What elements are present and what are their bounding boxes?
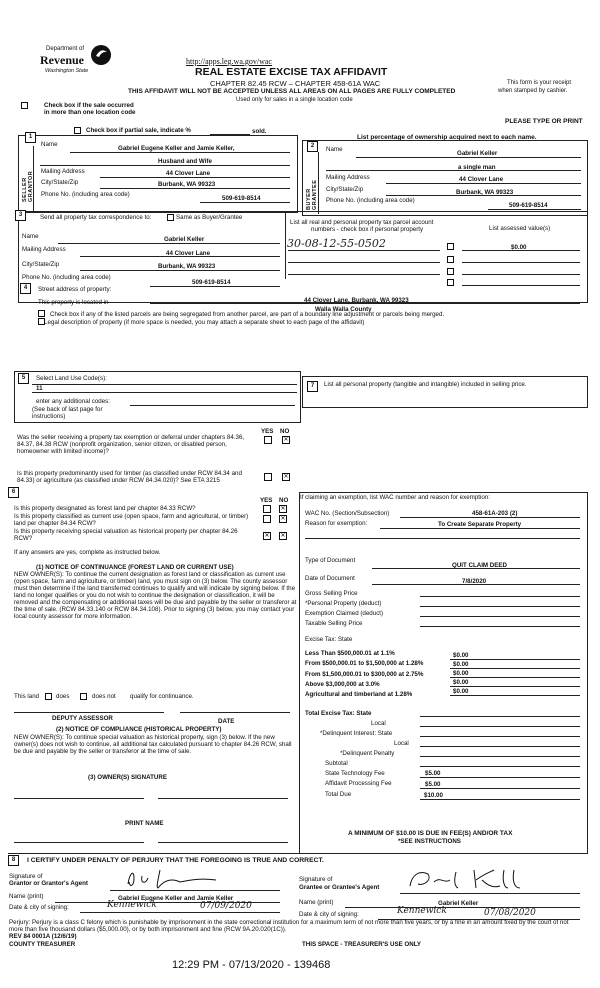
- type-or-print: PLEASE TYPE OR PRINT: [505, 118, 583, 125]
- timestamp-stamp: 12:29 PM - 07/13/2020 - 139468: [172, 959, 331, 971]
- land-use-code: 11: [36, 385, 43, 392]
- form-warning: THIS AFFIDAVIT WILL NOT BE ACCEPTED UNLESS ALL AREAS ON ALL PAGES ARE FULLY COMPLETED: [128, 88, 456, 95]
- notice2-body: NEW OWNER(S): To continue special valuation as historical property, sign (3) below. If the new owner(s) does not wish to continue, all additional tax calculated pursuant to chapter 84.26 RCW, shall be due and payable by the seller or transferor at the time of sale.: [14, 734, 292, 755]
- corr-city-label: City/State/Zip: [22, 261, 60, 268]
- excise-state-label: Excise Tax: State: [305, 636, 353, 643]
- section-5-number: 5: [18, 373, 29, 384]
- taxable-label: Taxable Selling Price: [305, 620, 363, 627]
- grantor-name: Gabriel Eugene Keller and Jamie Keller: [118, 895, 234, 902]
- s6-q1: Is this property designated as forest land per chapter 84.33 RCW?: [14, 505, 196, 512]
- receipt-note-2: when stamped by cashier.: [498, 88, 568, 94]
- doc-date: 7/8/2020: [462, 578, 487, 585]
- buyer-name2: a single man: [458, 164, 496, 171]
- form-used-only: Used only for sales in a single location code: [236, 97, 353, 103]
- grantee-sig-label-2: Grantee or Grantee's Agent: [299, 884, 380, 891]
- same-as-buyer-checkbox[interactable]: [167, 214, 174, 221]
- grantee-date-handwritten: 07/08/2020: [484, 908, 536, 918]
- land-does-not-label: does not: [92, 693, 116, 700]
- notice1-title: (1) NOTICE OF CONTINUANCE (FOREST LAND OR CURRENT USE): [36, 564, 234, 571]
- grantor-sig-label-1: Signature of: [9, 873, 43, 880]
- seller-name2: Husband and Wife: [158, 158, 212, 165]
- notice2-title: (2) NOTICE OF COMPLIANCE (HISTORICAL PROPERTY): [56, 726, 222, 733]
- grantor-name-label: Name (print): [9, 893, 44, 900]
- receipt-note-1: This form is your receipt: [507, 80, 572, 86]
- see-instructions: *SEE INSTRUCTIONS: [398, 838, 461, 845]
- grantor-sig-label-2: Grantor or Grantor's Agent: [9, 880, 88, 887]
- wac-number: 458-61A-203 (2): [472, 510, 518, 517]
- print-name-label: PRINT NAME: [125, 820, 164, 827]
- tax-row-value: $0.00: [453, 652, 469, 659]
- buyer-vertical-label: BUYER GRANTEE: [306, 179, 318, 210]
- county: Walla Walla County: [315, 306, 372, 313]
- section-4-number: 4: [20, 283, 31, 294]
- q2-yes-checkbox[interactable]: [264, 473, 272, 481]
- q1-yes-checkbox[interactable]: [264, 436, 272, 444]
- correspondence-label: Send all property tax correspondence to:: [40, 214, 152, 221]
- corr-mailing: 44 Clover Lane: [166, 250, 211, 257]
- s6-q3-no-checkbox[interactable]: ✕: [280, 533, 286, 539]
- s6-q2: Is this property classified as current use (open space, farm and agricultural, or timber) land per chapter 84.34 RCW?: [14, 513, 249, 527]
- seller-mailing: 44 Clover Lane: [166, 170, 211, 177]
- s6-q2-no-checkbox[interactable]: ✕: [280, 516, 286, 522]
- tax-rate-table: [305, 650, 585, 706]
- street-address: 44 Clover Lane, Burbank, WA 99323: [304, 297, 409, 304]
- grantor-signature: [120, 866, 240, 892]
- seller-city: Burbank, WA 99323: [158, 181, 216, 188]
- tax-row-label: Agricultural and timberland at 1.28%: [305, 691, 413, 698]
- street-label: Street address of property:: [38, 286, 112, 293]
- corr-phone: 509-619-8514: [192, 279, 231, 286]
- doc-type: QUIT CLAIM DEED: [452, 562, 507, 569]
- multi-location-checkbox[interactable]: [21, 102, 28, 109]
- exemption-header: If claiming an exemption, list WAC number and reason for exemption:: [300, 494, 490, 501]
- buyer-phone-label: Phone No. (including area code): [326, 197, 415, 204]
- form-chapter: CHAPTER 82.45 RCW – CHAPTER 458-61A WAC: [210, 79, 381, 88]
- section-8-number: 8: [8, 855, 19, 866]
- s6-q1-yes-checkbox[interactable]: [263, 505, 271, 513]
- tech-fee: $5.00: [425, 770, 441, 777]
- delinquent-local-label: Local: [394, 740, 409, 747]
- personal-property-label: List all personal property (tangible and intangible) included in selling price.: [324, 381, 527, 388]
- reason-value: To Create Separate Property: [438, 521, 522, 528]
- exemption-deduct-label: Exemption Claimed (deduct): [305, 610, 384, 617]
- land-use-yes: YES: [261, 428, 274, 435]
- tax-row-value: $0.00: [453, 679, 469, 686]
- section-7-number: 7: [307, 381, 318, 392]
- q1-no-checkbox[interactable]: ✕: [283, 437, 289, 443]
- grantee-city-handwritten: Kennewick: [397, 906, 447, 916]
- affidavit-fee-label: Affidavit Processing Fee: [325, 780, 392, 787]
- seller-name: Gabriel Eugene Keller and Jamie Keller,: [118, 145, 235, 152]
- deputy-assessor: DEPUTY ASSESSOR: [52, 715, 113, 722]
- corr-city: Burbank, WA 99323: [158, 263, 216, 270]
- parcel-number: 30-08-12-55-0502: [287, 237, 386, 250]
- buyer-city-label: City/State/Zip: [326, 186, 364, 193]
- corr-phone-label: Phone No. (including area code): [22, 274, 111, 281]
- buyer-name: Gabriel Keller: [457, 150, 498, 157]
- corr-name: Gabriel Keller: [164, 236, 205, 243]
- s6-yes: YES: [260, 497, 273, 504]
- section-1-number: 1: [25, 132, 36, 143]
- seller-mailing-label: Mailing Address: [41, 168, 85, 175]
- assessed-header: List assessed value(s): [489, 225, 551, 232]
- buyer-phone: 509-619-8514: [509, 202, 548, 209]
- s6-if-yes: If any answers are yes, complete as instructed below.: [14, 549, 161, 556]
- partial-sale-sold: sold.: [252, 128, 267, 135]
- total-due-label: Total Due: [325, 791, 352, 798]
- assessed-value: $0.00: [511, 244, 527, 251]
- land-use-q1: Was the seller receiving a property tax exemption or deferral under chapters 84.36, 84.37, 84.38 RCW (nonprofit organization, senior citizen, or disabled person, homeowner with limited income)?: [17, 434, 245, 455]
- seller-city-label: City/State/Zip: [41, 179, 79, 186]
- section-3-number: 3: [15, 210, 26, 221]
- county-treasurer: COUNTY TREASURER: [9, 941, 76, 948]
- parcel-1-checkbox[interactable]: [447, 243, 454, 250]
- segregated-checkbox[interactable]: [38, 310, 45, 317]
- ownership-note: List percentage of ownership acquired next to each name.: [357, 134, 537, 141]
- subtotal-label: Subtotal: [325, 760, 348, 767]
- wac-url[interactable]: http://apps.leg.wa.gov/wac: [186, 57, 272, 66]
- tax-row-value: $0.00: [453, 688, 469, 695]
- partial-sale-label: Check box if partial sale, indicate %: [86, 127, 191, 134]
- s6-q2-yes-checkbox[interactable]: [263, 515, 271, 523]
- certify-text: I CERTIFY UNDER PENALTY OF PERJURY THAT THE FOREGOING IS TRUE AND CORRECT.: [27, 857, 324, 864]
- s6-no: NO: [279, 497, 289, 504]
- same-as-buyer-label: Same as Buyer/Grantee: [176, 214, 243, 221]
- doc-type-label: Type of Document: [305, 557, 356, 564]
- grantee-date-label: Date & city of signing:: [299, 911, 359, 918]
- grantee-sig-label-1: Signature of: [299, 876, 333, 883]
- seller-name-label: Name: [41, 141, 58, 148]
- grantor-date-handwritten: 07/09/2020: [200, 901, 252, 911]
- tax-row-value: $0.00: [453, 661, 469, 668]
- parcel-header-1: List all real and personal property tax parcel account: [290, 219, 434, 226]
- segregated-label: Check box if any of the listed parcels are being segregated from another parcel, are part of a boundary line adjustment or parcels being merged.: [50, 311, 445, 318]
- delinquent-interest-label: *Delinquent Interest: State: [320, 730, 393, 737]
- section-6-number: 6: [8, 487, 19, 498]
- total-excise-label: Total Excise Tax: State: [305, 710, 372, 717]
- located-label: This property is located in: [38, 299, 109, 306]
- parcel-header-2: numbers - check box if personal property: [311, 226, 424, 233]
- buyer-city: Burbank, WA 99323: [456, 189, 514, 196]
- rev-number: REV 84 0001A (12/6/19): [9, 933, 77, 940]
- total-local-label: Local: [371, 720, 386, 727]
- tax-row-label: From $500,000.01 to $1,500,000 at 1.28%: [305, 660, 424, 667]
- seller-phone: 509-619-8514: [222, 195, 261, 202]
- land-does-not-checkbox[interactable]: [80, 693, 87, 700]
- grantee-name: Gabriel Keller: [438, 900, 479, 907]
- legal-label: Legal description of property (if more space is needed, you may attach a separate sheet to each page of the affidavit): [44, 319, 365, 326]
- land-use-label: Select Land Use Code(s):: [36, 375, 107, 382]
- this-land-label: This land: [14, 693, 40, 700]
- buyer-name-label: Name: [326, 146, 343, 153]
- reason-label: Reason for exemption:: [305, 520, 368, 527]
- corr-name-label: Name: [22, 233, 39, 240]
- dor-logo: [40, 44, 110, 80]
- form-title: REAL ESTATE EXCISE TAX AFFIDAVIT: [195, 66, 388, 78]
- s6-q3: Is this property receiving special valuation as historical property per chapter 84.26 RCW?: [14, 528, 238, 542]
- grantor-city-handwritten: Kennewick: [107, 900, 157, 910]
- land-does-checkbox[interactable]: [45, 693, 52, 700]
- land-use-no: NO: [280, 428, 290, 435]
- grantor-date-label: Date & city of signing:: [9, 904, 69, 911]
- parcel-3-checkbox[interactable]: [447, 268, 454, 275]
- section-2-number: 2: [307, 141, 318, 152]
- parcel-2-checkbox[interactable]: [447, 256, 454, 263]
- multi-location-label-1: Check box if the sale occurred: [44, 102, 134, 109]
- qualify-label: qualify for continuance.: [130, 693, 194, 700]
- doc-date-label: Date of Document: [305, 575, 355, 582]
- land-use-additional: enter any additional codes:: [36, 398, 110, 405]
- grantee-signature: [404, 866, 554, 894]
- perjury-notice: Perjury: Perjury is a class C felony which is punishable by imprisonment in the state correctional institution for a maximum term of not more than five years, or by a fine in an amount fixed by the court of not more than five thousand dollars ($5,000.00), or by both imprisonment and fine (RCW 9A.20.020(1C)).: [9, 919, 569, 933]
- seller-phone-label: Phone No. (including area code): [41, 191, 130, 198]
- dept-line2: Revenue: [40, 53, 84, 67]
- tax-row-label: From $1,500,000.01 to $300,000 at 2.75%: [305, 671, 424, 678]
- deputy-date: DATE: [218, 718, 235, 725]
- corr-mailing-label: Mailing Address: [22, 246, 66, 253]
- tax-row-label: Above $3,000,000 at 3.0%: [305, 681, 380, 688]
- affidavit-fee: $5.00: [425, 781, 441, 788]
- buyer-mailing: 44 Clover Lane: [459, 176, 504, 183]
- tax-row-value: $0.00: [453, 670, 469, 677]
- tax-row-label: Less Than $500,000.01 at 1.1%: [305, 650, 395, 657]
- notice1-body: NEW OWNER(S): To continue the current designation as forest land or classification as current use (open space, farm and agriculture, or timber) land, you must sign on (3) below. The county assessor must then determine if the land transferred continues to qualify and will indicate by signing below. If the land no longer qualifies or you do not wish to continue the designation or classification, it will be removed and the compensating or additional taxes will be due and payable by the seller or transferor at the time of sale. (RCW 84.33.140 or RCW 84.34.108). Prior to signing (3) below, you may contact your local county assessor for more information.: [14, 571, 297, 620]
- parcel-4-checkbox[interactable]: [447, 279, 454, 286]
- seller-vertical-label: SELLER GRANTOR: [22, 170, 34, 202]
- land-use-note: (See back of last page for instructions): [32, 406, 103, 420]
- tech-fee-label: State Technology Fee: [325, 770, 385, 777]
- land-does-label: does: [56, 693, 70, 700]
- delinquent-penalty-label: *Delinquent Penalty: [340, 750, 395, 757]
- gross-label: Gross Selling Price: [305, 590, 358, 597]
- s6-q3-yes-checkbox[interactable]: ✕: [264, 533, 270, 539]
- s6-q1-no-checkbox[interactable]: ✕: [280, 506, 286, 512]
- dept-line1: Department of: [46, 46, 85, 52]
- buyer-mailing-label: Mailing Address: [326, 174, 370, 181]
- owner-signature-label: (3) OWNER(S) SIGNATURE: [88, 774, 167, 781]
- grantee-name-label: Name (print): [299, 899, 334, 906]
- minimum-due-note: A MINIMUM OF $10.00 IS DUE IN FEE(S) AND/OR TAX: [348, 830, 513, 837]
- treasurer-use-only: THIS SPACE - TREASURER'S USE ONLY: [302, 941, 422, 948]
- dept-line3: Washington State: [45, 68, 89, 74]
- personal-deduct-label: *Personal Property (deduct): [305, 600, 382, 607]
- q2-no-checkbox[interactable]: ✕: [283, 474, 289, 480]
- partial-sale-checkbox[interactable]: [74, 127, 81, 134]
- wac-label: WAC No. (Section/Subsection): [305, 510, 390, 517]
- multi-location-label-2: in more than one location code: [44, 109, 136, 116]
- total-due: $10.00: [424, 792, 443, 799]
- dor-logo-icon: [90, 44, 112, 66]
- land-use-q2: Is this property predominantly used for timber (as classified under RCW 84.34 and 84.33) or agriculture (as classified under RCW 84.34.020)? See ETA 3215: [17, 470, 242, 484]
